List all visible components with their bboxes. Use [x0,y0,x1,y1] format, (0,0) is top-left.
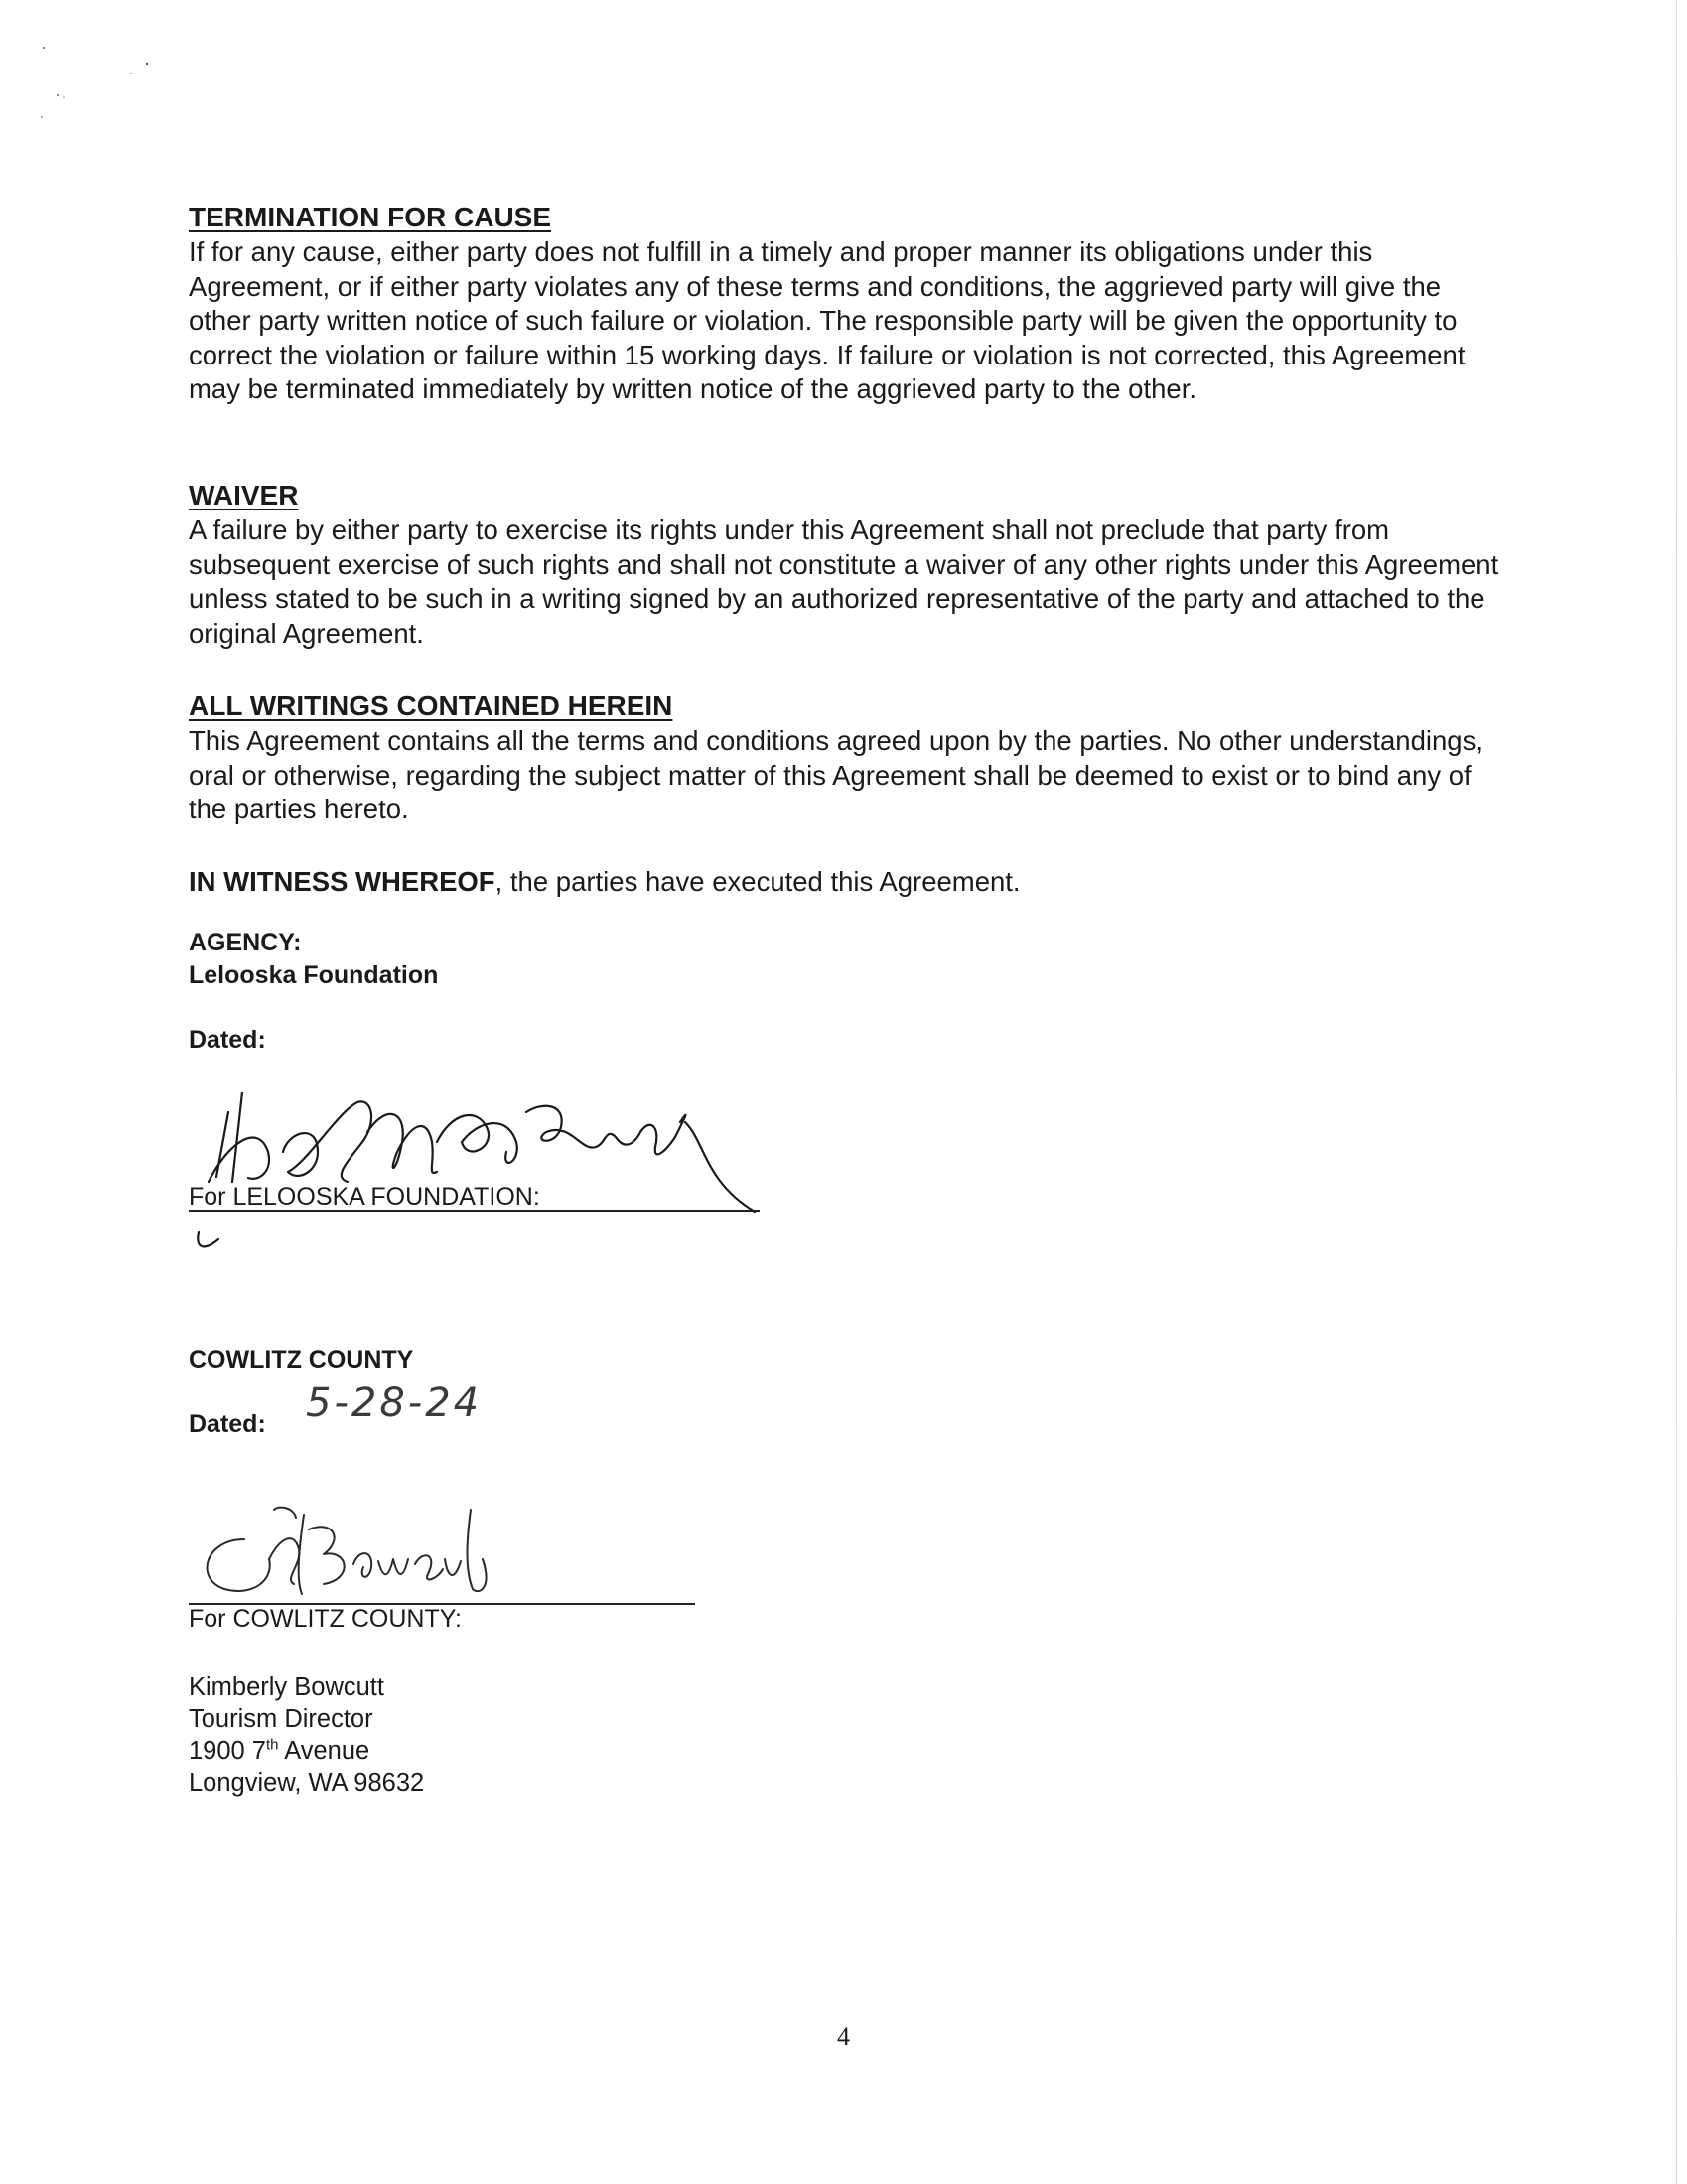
section-heading: WAIVER [189,480,299,510]
witness-rest: , the parties have executed this Agreement. [494,866,1021,897]
page-number: 4 [837,2022,850,2051]
county-dated-value [306,1381,485,1440]
county-dated-label: Dated: [189,1410,266,1438]
county-dated-text: 5-28-24 [306,1381,483,1426]
section-heading: TERMINATION FOR CAUSE [189,202,552,232]
agency-name: Lelooska Foundation [189,961,439,989]
county-label: COWLITZ COUNTY [189,1346,414,1374]
section-body: A failure by either party to exercise its rights under this Agreement shall not preclude that party from subsequent exercise of such rights and shall not constitute a waiver of any other rights under this Agreement unless stated to be such in a writing signed by an authorized representative of the party and attached to the original Agreement. [189,514,1499,649]
section-all-writings [189,688,1499,827]
witness-lead: IN WITNESS WHEREOF [189,866,495,897]
scan-specks [30,40,169,129]
county-signer-block [189,1672,424,1799]
agency-label: AGENCY: [189,929,302,956]
section-termination [189,200,1499,407]
section-heading: ALL WRITINGS CONTAINED HEREIN [189,690,673,721]
section-body: This Agreement contains all the terms and conditions agreed upon by the parties. No other understandings, oral or otherwise, regarding the subject matter of this Agreement shall be deemed to exist or to bind any of the parties hereto. [189,725,1483,824]
witness-statement [189,865,1499,900]
signer-city-state-zip: Longview, WA 98632 [189,1769,425,1797]
section-body: If for any cause, either party does not fulfill in a timely and proper manner its obligations under this Agreement, or if either party violates any of these terms and conditions, the aggrieved party will give the other party written notice of such failure or violation. The responsible party will be given the opportunity to correct the violation or failure within 15 working days. If failure or violation is not corrected, this Agreement may be terminated immediately by written notice of the aggrieved party to the other. [189,236,1466,404]
signer-street-address: 1900 7th Avenue [189,1736,370,1765]
signer-name: Kimberly Bowcutt [189,1674,384,1701]
agency-dated-label: Dated: [189,1026,266,1054]
signer-title: Tourism Director [189,1705,373,1733]
agency-signature [189,1083,784,1251]
scan-edge-line [1676,0,1677,2184]
agency-signature-caption: For LELOOSKA FOUNDATION: [189,1183,540,1211]
section-waiver [189,478,1499,651]
county-signature-caption: For COWLITZ COUNTY: [189,1605,462,1633]
county-signature [185,1500,502,1609]
